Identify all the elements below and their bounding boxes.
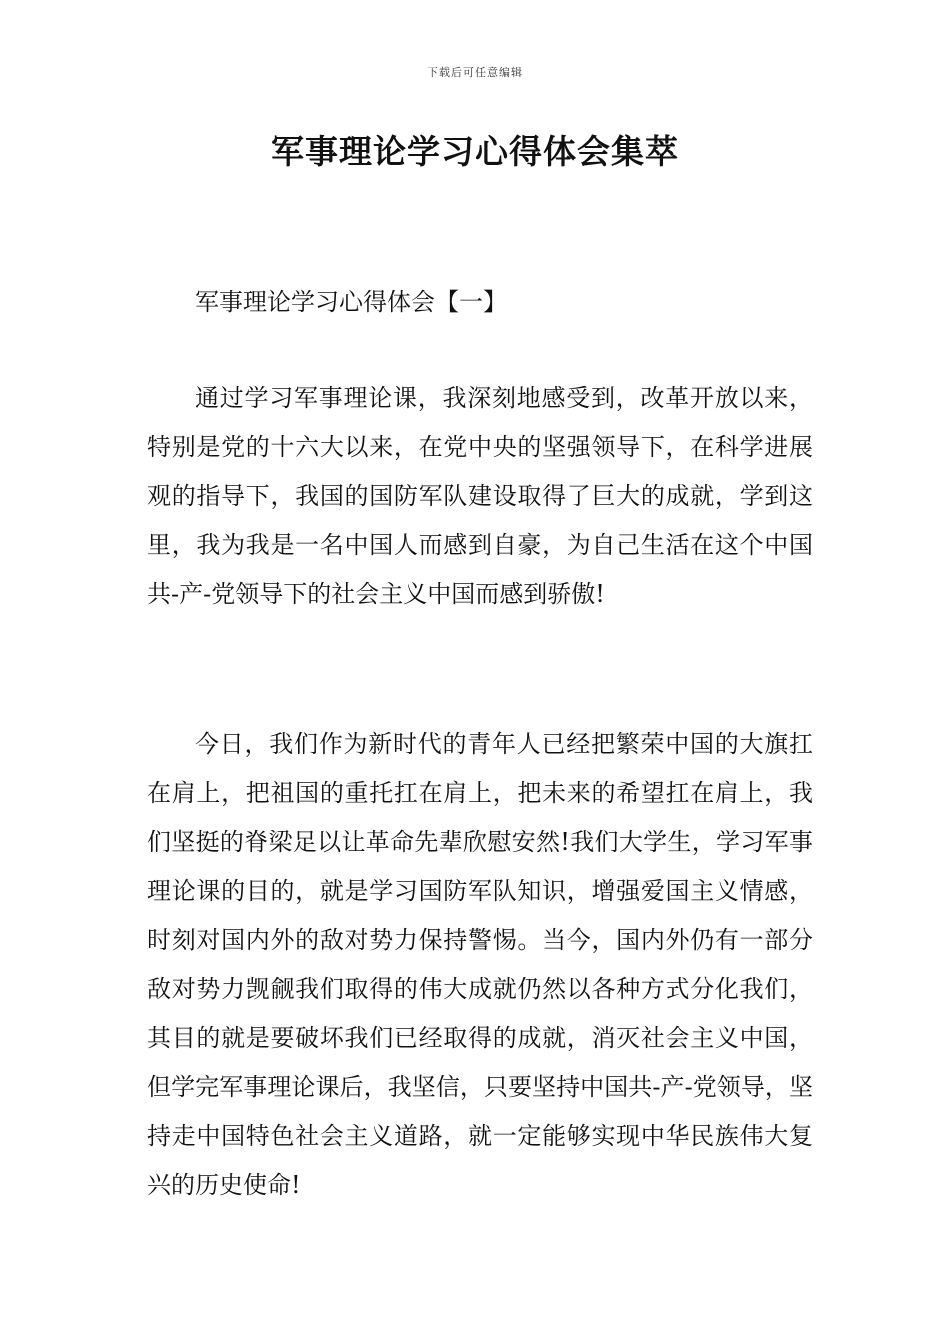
section-heading: 军事理论学习心得体会【一】 bbox=[195, 288, 507, 316]
paragraph-1: 通过学习军事理论课，我深刻地感受到，改革开放以来，特别是党的十六大以来，在党中央的坚强领导下，在科学进展观的指导下，我国的国防军队建设取得了巨大的成就，学到这里，我为我是一名中国人而感到自豪，为自己生活在这个中国共-产-党领导下的社会主义中国而感到骄傲! bbox=[147, 384, 813, 608]
header-note: 下载后可任意编辑 bbox=[427, 66, 523, 79]
document-title: 军事理论学习心得体会集萃 bbox=[271, 132, 679, 171]
paragraph-2: 今日，我们作为新时代的青年人已经把繁荣中国的大旗扛在肩上，把祖国的重托扛在肩上，把未来的希望扛在肩上，我们坚挺的脊梁足以让革命先辈欣慰安然!我们大学生，学习军事理论课的目的，就是学习国防军队知识，增强爱国主义情感，时刻对国内外的敌对势力保持警惕。当今，国内外仍有一部分敌对势力觊觎我们取得的伟大成就仍然以各种方式分化我们，其目的就是要破坏我们已经取得的成就，消灭社会主义中国，但学完军事理论课后，我坚信，只要坚持中国共-产-党领导，坚持走中国特色社会主义道路，就一定能够实现中华民族伟大复兴的历史使命! bbox=[147, 730, 813, 1199]
